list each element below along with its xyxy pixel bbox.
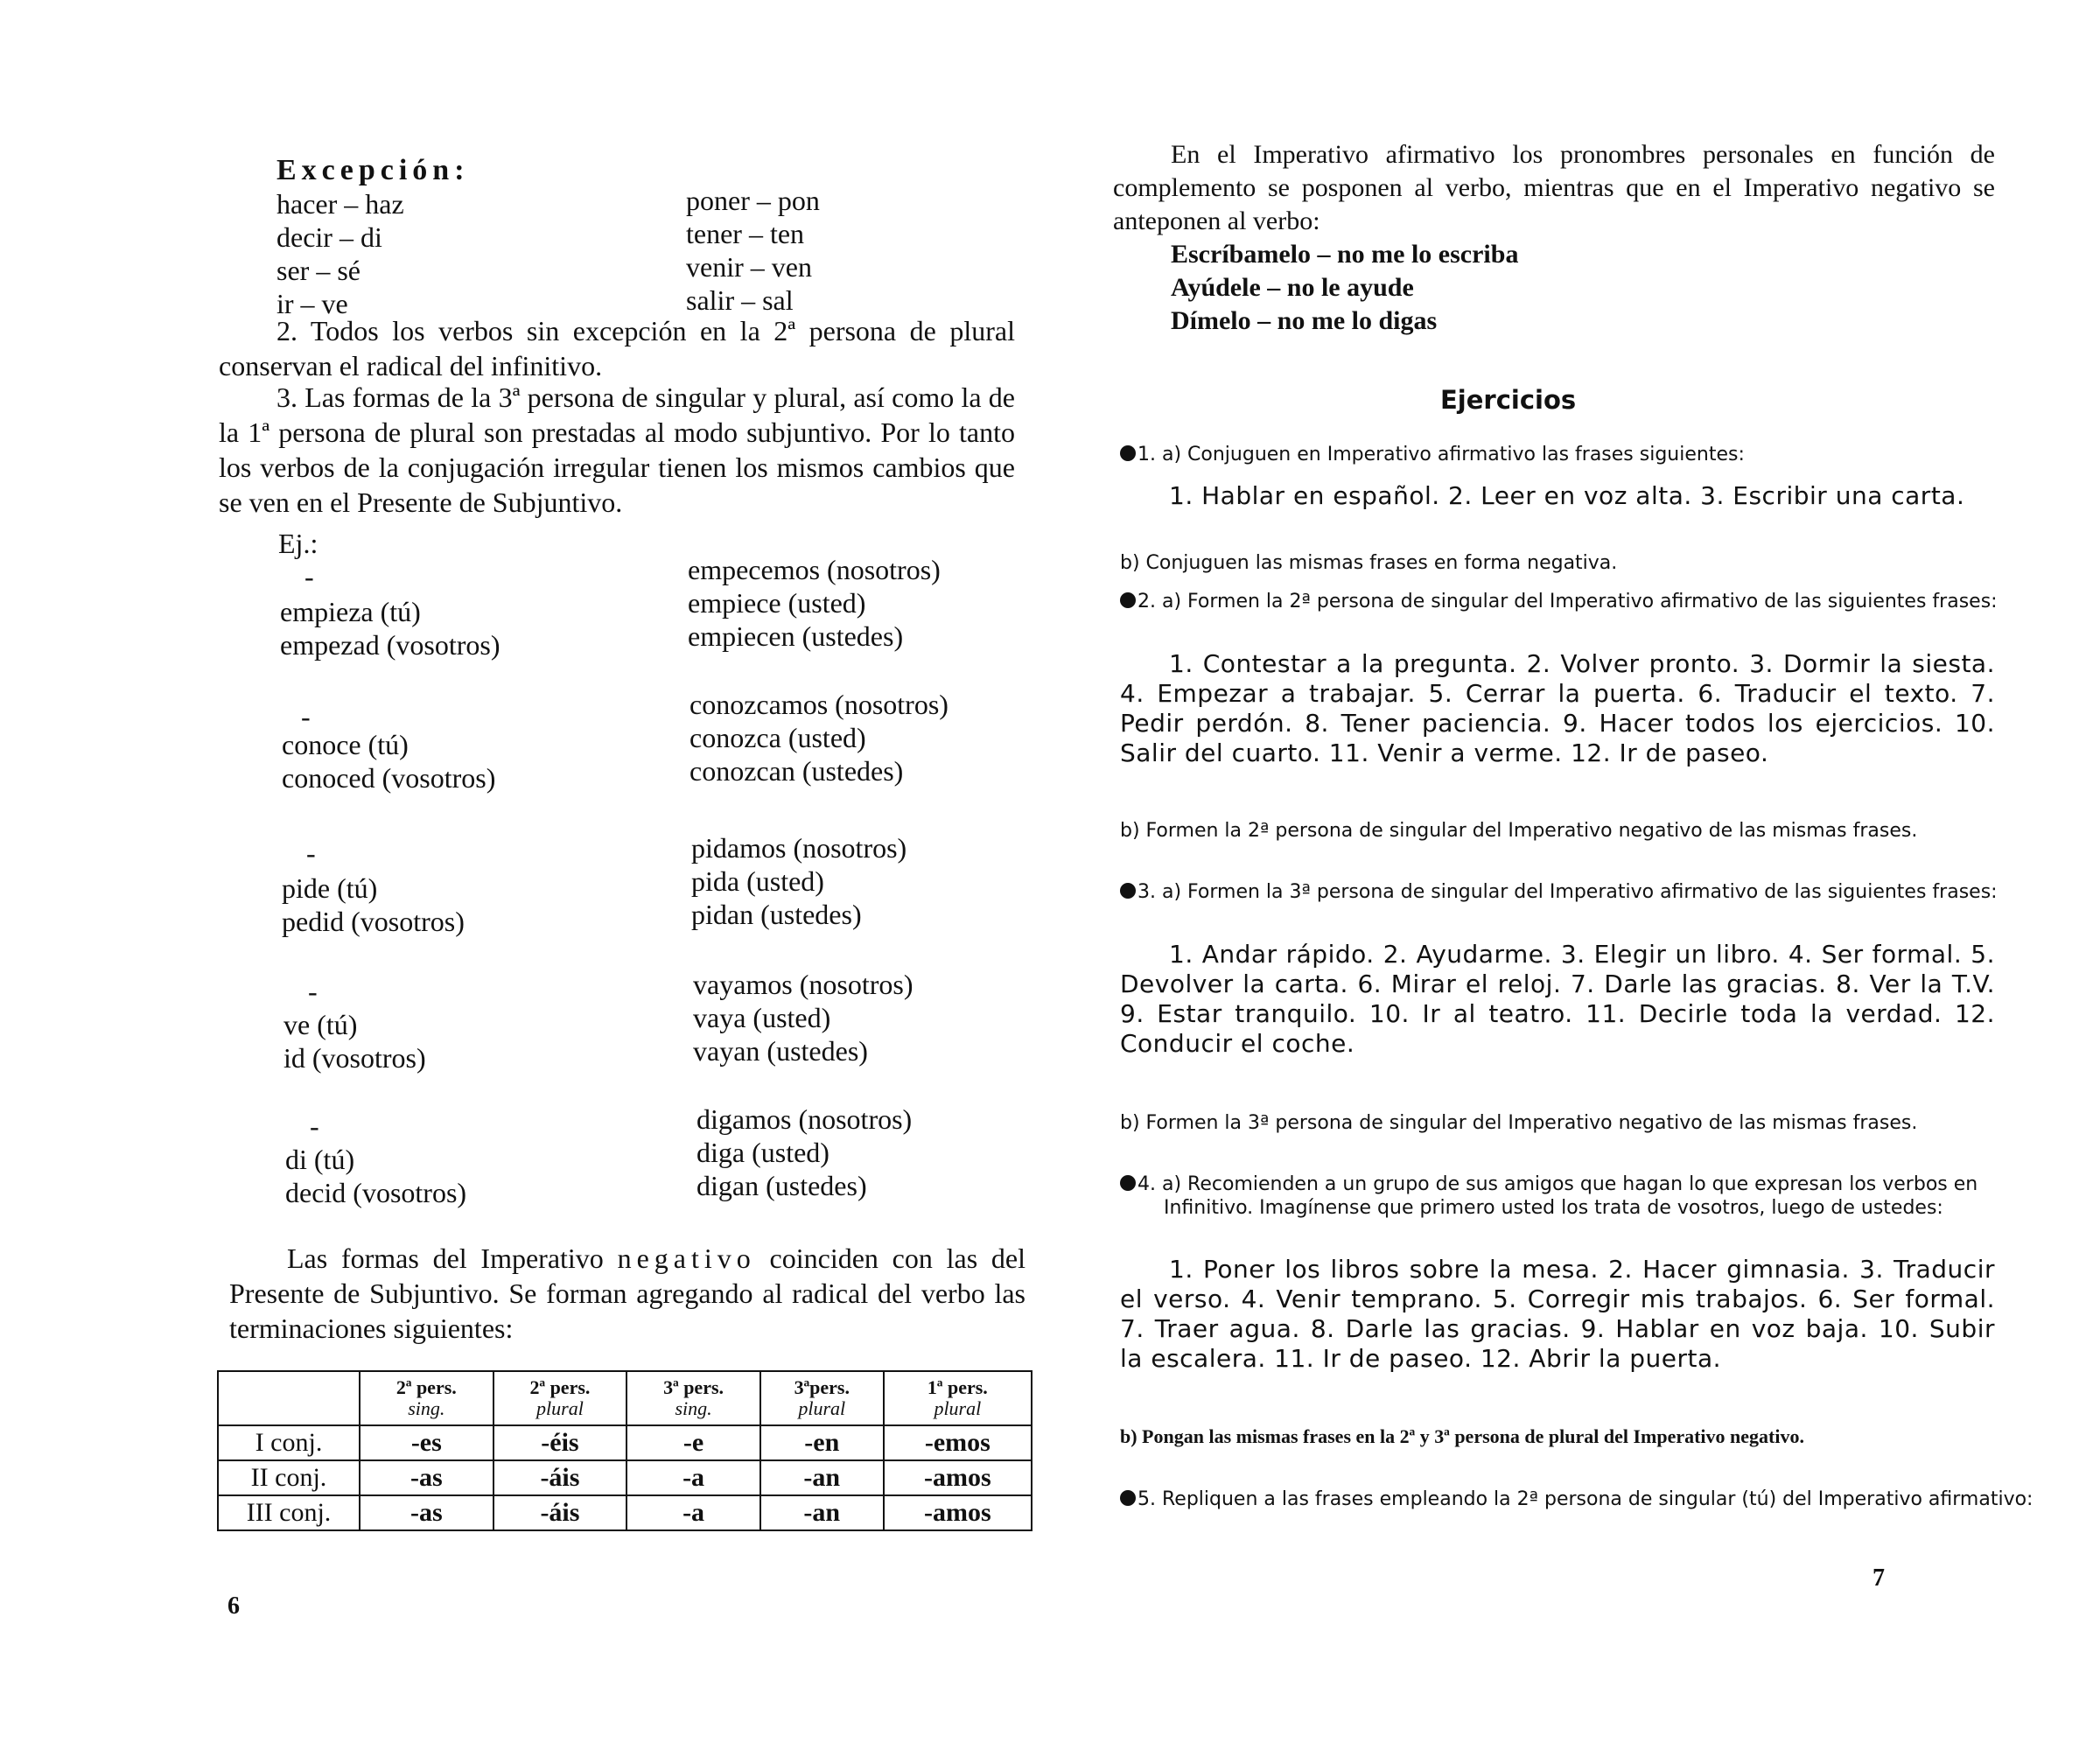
exercise-5-heading-text: 5. Repliquen a las frases empleando la 2ª persona de singular (tú) del Imperativo afirmativo: (1138, 1488, 2034, 1510)
example-right: empiece (usted) (688, 587, 866, 619)
exception-right: salir – sal (686, 284, 794, 316)
exercise-3a-heading-text: 3. a) Formen la 3ª persona de singular del Imperativo afirmativo de las siguientes frases: (1138, 881, 1998, 903)
table-cell: -e (626, 1425, 760, 1460)
example-dash: - (308, 976, 318, 1007)
bullet-icon (1120, 1175, 1136, 1191)
exercise-2a-heading (1120, 590, 2039, 613)
table-header-cell (884, 1371, 1032, 1425)
table-row (218, 1495, 1032, 1530)
table-cell: -as (360, 1460, 494, 1495)
example-right: vaya (usted) (693, 1002, 831, 1033)
header-top: 1ª pers. (927, 1376, 988, 1398)
bullet-icon (1120, 883, 1136, 899)
paragraph-2-text: 2. Todos los verbos sin excepción en la 2ª persona de plural conservan el radical del infinitivo. (219, 315, 1015, 382)
pronoun-example: Escríbamelo – no me lo escriba (1171, 240, 1519, 269)
table-row (218, 1460, 1032, 1495)
page-number-right: 7 (1872, 1564, 1885, 1592)
table-header-cell (360, 1371, 494, 1425)
exercise-3a-text (1120, 940, 1995, 1059)
table-cell: -amos (884, 1460, 1032, 1495)
pronoun-example: Ayúdele – no le ayude (1171, 273, 1414, 302)
table-header-cell (494, 1371, 627, 1425)
exercise-2a-sentences: 1. Contestar a la pregunta. 2. Volver pronto. 3. Dormir la siesta. 4. Empezar a trabajar. 5. Cerrar la puerta. 6. Traducir el texto. 7. Pedir perdón. 8. Tener paciencia. 9. Hacer todos los ejercicios. 10. Salir del cuarto. 11. Venir a verme. 12. Ir de paseo. (1120, 649, 1995, 767)
exercise-3a-sentences: 1. Andar rápido. 2. Ayudarme. 3. Elegir un libro. 4. Ser formal. 5. Devolver la carta. 6. Mirar el reloj. 7. Darle las gracias. 8. Ver la T.V. 9. Estar tranquilo. 10. Ir al teatro. 11. Decirle toda la verdad. 12. Conducir el coche. (1120, 940, 1995, 1058)
exercise-2b-heading: b) Formen la 2ª persona de singular del Imperativo negativo de las mismas frases. (1120, 820, 1918, 842)
header-top: 3ªpers. (794, 1376, 850, 1398)
exception-title: Excepción: (276, 154, 470, 186)
header-bottom: sing. (675, 1397, 712, 1419)
example-right: pidan (ustedes) (691, 899, 862, 930)
exception-right: poner – pon (686, 185, 820, 216)
table-cell: -en (760, 1425, 884, 1460)
exercise-1b-heading: b) Conjuguen las mismas frases en forma negativa. (1120, 552, 1618, 574)
table-cell: -as (360, 1495, 494, 1530)
header-top: 2ª pers. (396, 1376, 457, 1398)
exercise-4b-heading: b) Pongan las mismas frases en la 2ª y 3ª persona de plural del Imperativo negativo. (1120, 1425, 1804, 1447)
header-bottom: sing. (408, 1397, 445, 1419)
exercise-5-heading (1120, 1488, 2039, 1511)
exercise-1a-heading (1120, 443, 2039, 466)
negative-paragraph-word: negativo (617, 1242, 756, 1274)
table-cell: -a (626, 1495, 760, 1530)
right-page (1050, 0, 2100, 1764)
paragraph-2 (219, 313, 1015, 383)
table-cell: -áis (494, 1460, 627, 1495)
exception-left: hacer – haz (276, 188, 404, 220)
exercise-1a-sentences: 1. Hablar en español. 2. Leer en voz alta. 3. Escribir una carta. (1169, 481, 1965, 510)
negative-paragraph-before: Las formas del Imperativo (287, 1242, 604, 1274)
example-right: vayamos (nosotros) (693, 969, 914, 1000)
table-header-row (218, 1371, 1032, 1425)
example-dash: - (310, 1110, 319, 1142)
exercise-3b-heading: b) Formen la 3ª persona de singular del Imperativo negativo de las mismas frases. (1120, 1112, 1918, 1134)
intro-paragraph (1113, 138, 1995, 238)
example-dash: - (304, 561, 314, 592)
table-row-header: II conj. (218, 1460, 360, 1495)
example-left: decid (vosotros) (285, 1177, 467, 1208)
example-right: conozcan (ustedes) (690, 755, 904, 787)
table-cell: -an (760, 1495, 884, 1530)
exercise-1a-heading-text: 1. a) Conjuguen en Imperativo afirmativo las frases siguientes: (1138, 444, 1745, 466)
exception-left: ir – ve (276, 288, 348, 319)
bullet-icon (1120, 445, 1136, 461)
exception-left: decir – di (276, 221, 382, 253)
example-left: di (tú) (285, 1144, 355, 1175)
example-left: empezad (vosotros) (280, 629, 500, 661)
example-left: conoced (vosotros) (282, 762, 496, 794)
example-left: id (vosotros) (284, 1042, 426, 1074)
paragraph-3-text: 3. Las formas de la 3ª persona de singular y plural, así como la de la 1ª persona de plural son prestadas al modo subjuntivo. Por lo tanto los verbos de la conjugación irregular tienen los mismos cambios que se ven en el Presente de Subjuntivo. (219, 382, 1015, 518)
exception-left: ser – sé (276, 255, 360, 286)
table-cell: -es (360, 1425, 494, 1460)
table-header-cell (218, 1371, 360, 1425)
table-row-header: III conj. (218, 1495, 360, 1530)
exception-right: venir – ven (686, 251, 812, 283)
table-header-cell (626, 1371, 760, 1425)
table-cell: -an (760, 1460, 884, 1495)
header-top: 2ª pers. (529, 1376, 591, 1398)
example-left: conoce (tú) (282, 729, 409, 760)
exercise-4a-sentences: 1. Poner los libros sobre la mesa. 2. Hacer gimnasia. 3. Traducir el verso. 4. Venir temprano. 5. Corregir mis trabajos. 6. Ser formal. 7. Traer agua. 8. Darle las gracias. 9. Hablar en voz baja. 10. Subir la escalera. 11. Ir de paseo. 12. Abrir la puerta. (1120, 1255, 1995, 1373)
intro-text: En el Imperativo afirmativo los pronombres personales en función de complemento se posponen al verbo, mientras que en el Imperativo negativo se anteponen al verbo: (1113, 140, 1995, 235)
ej-label: Ej.: (278, 528, 318, 559)
header-top: 3ª pers. (663, 1376, 724, 1398)
pronoun-example: Dímelo – no me lo digas (1171, 306, 1438, 335)
example-dash: - (301, 701, 311, 732)
example-right: vayan (ustedes) (693, 1035, 868, 1067)
table-row-header: I conj. (218, 1425, 360, 1460)
table-cell: -áis (494, 1495, 627, 1530)
table-cell: -éis (494, 1425, 627, 1460)
table-cell: -emos (884, 1425, 1032, 1460)
example-left: empieza (tú) (280, 596, 421, 627)
example-right: pida (usted) (691, 865, 824, 897)
example-right: conozca (usted) (690, 722, 866, 753)
exercises-title: Ejercicios (1440, 385, 1577, 415)
endings-table (217, 1370, 1032, 1531)
exercise-3a-heading (1120, 880, 2039, 904)
example-right: empecemos (nosotros) (688, 554, 941, 585)
exercise-1a-text (1120, 481, 1995, 511)
exception-right: tener – ten (686, 218, 805, 249)
bullet-icon (1120, 592, 1136, 608)
example-right: digan (ustedes) (696, 1170, 867, 1201)
table-cell: -a (626, 1460, 760, 1495)
exercise-4a-heading-text: 4. a) Recomienden a un grupo de sus amigos que hagan lo que expresan los verbos en Infinitivo. Imagínense que primero usted los trata de vosotros, luego de ustedes: (1138, 1173, 1978, 1219)
bullet-icon (1120, 1490, 1136, 1506)
example-right: digamos (nosotros) (696, 1103, 913, 1135)
table-row (218, 1425, 1032, 1460)
exercise-4a-heading (1120, 1172, 2039, 1220)
exercise-2a-heading-text: 2. a) Formen la 2ª persona de singular del Imperativo afirmativo de las siguientes frases: (1138, 591, 1998, 612)
exercise-2a-text (1120, 649, 1995, 768)
negative-paragraph-after: coinciden con las del Presente de Subjuntivo. Se forman agregando al radical del verbo las terminaciones siguientes: (229, 1242, 1026, 1344)
header-bottom: plural (798, 1397, 846, 1419)
example-left: ve (tú) (284, 1009, 358, 1040)
example-left: pide (tú) (282, 872, 378, 904)
example-left: pedid (vosotros) (282, 906, 465, 937)
paragraph-3 (219, 380, 1015, 520)
example-right: diga (usted) (696, 1137, 830, 1168)
header-bottom: plural (934, 1397, 982, 1419)
page-number-left: 6 (228, 1592, 240, 1620)
example-right: conozcamos (nosotros) (690, 689, 948, 720)
table-header-cell (760, 1371, 884, 1425)
example-right: pidamos (nosotros) (691, 832, 907, 864)
table-cell: -amos (884, 1495, 1032, 1530)
header-bottom: plural (536, 1397, 584, 1419)
example-right: empiecen (ustedes) (688, 620, 904, 652)
exercise-4a-text (1120, 1255, 1995, 1374)
negative-paragraph (229, 1241, 1026, 1346)
example-dash: - (306, 837, 316, 869)
